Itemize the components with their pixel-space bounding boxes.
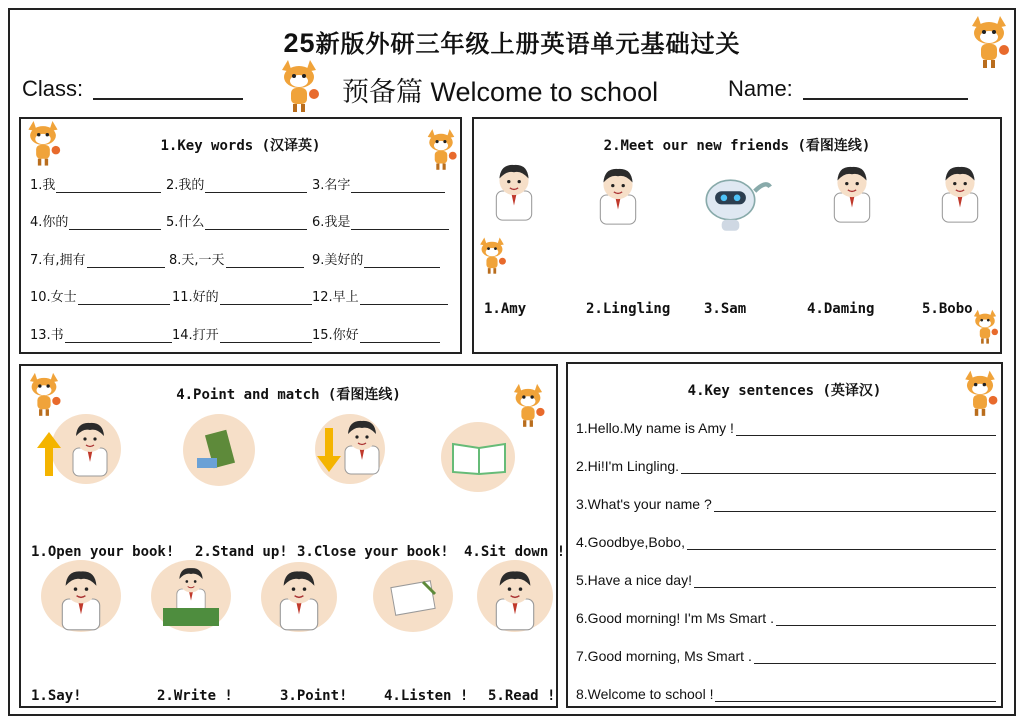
sentence-row — [576, 686, 996, 702]
action-label-stand-up[interactable]: 2.Stand up! — [195, 544, 288, 560]
verb-label-point[interactable]: 3.Point! — [280, 688, 348, 704]
friend-label-lingling[interactable]: 2.Lingling — [586, 301, 671, 317]
friend-label-daming[interactable]: 4.Daming — [807, 301, 875, 317]
listen-picture[interactable] — [369, 560, 459, 636]
meet-friends-section — [472, 117, 1002, 354]
action-label-close-book[interactable]: 3.Close your book! — [297, 544, 449, 560]
word-prompt: 1.我 — [30, 178, 56, 193]
sentence-text: 8.Welcome to school ! — [576, 686, 714, 702]
action-label-sit-down[interactable]: 4.Sit down ! — [464, 544, 566, 560]
sentence-text: 7.Good morning, Ms Smart . — [576, 648, 752, 664]
answer-blank[interactable] — [87, 254, 165, 268]
answer-blank[interactable] — [360, 329, 440, 343]
sentence-row — [576, 496, 996, 512]
header-row — [10, 74, 1014, 110]
unit-subtitle: 预备篇 Welcome to school — [342, 77, 659, 107]
key-words-row — [30, 324, 452, 343]
sentence-row — [576, 648, 996, 664]
key-sentences-title: 4.Key sentences (英译汉) — [687, 383, 882, 399]
say-picture[interactable] — [35, 560, 127, 636]
translation-blank[interactable] — [694, 574, 996, 588]
word-prompt: 2.我的 — [166, 178, 205, 193]
sentence-row — [576, 572, 996, 588]
key-words-row — [30, 211, 452, 230]
title-number: 25 — [283, 28, 316, 58]
answer-blank[interactable] — [78, 291, 170, 305]
answer-blank[interactable] — [205, 179, 307, 193]
fox-mascot-icon — [966, 16, 1012, 72]
key-words-row — [30, 249, 452, 268]
friend-label-sam[interactable]: 3.Sam — [704, 301, 747, 317]
friend-label-bobo[interactable]: 5.Bobo — [922, 301, 973, 317]
open-book-picture[interactable] — [441, 422, 519, 494]
verb-label-write[interactable]: 2.Write ! — [157, 688, 233, 704]
translation-blank[interactable] — [714, 498, 996, 512]
key-sentences-section — [566, 362, 1003, 708]
translation-blank[interactable] — [776, 612, 996, 626]
answer-blank[interactable] — [65, 329, 172, 343]
word-prompt: 5.什么 — [166, 215, 205, 230]
write-picture[interactable] — [145, 560, 237, 636]
translation-blank[interactable] — [687, 536, 996, 550]
answer-blank[interactable] — [220, 329, 312, 343]
key-words-title: 1.Key words (汉译英) — [160, 138, 321, 154]
sit-down-picture[interactable] — [307, 414, 391, 484]
name-label: Name: — [728, 76, 793, 101]
class-field[interactable] — [22, 76, 243, 102]
key-words-section — [19, 117, 462, 354]
red-hair-boy-picture[interactable] — [826, 161, 878, 225]
verb-label-say[interactable]: 1.Say! — [31, 688, 82, 704]
sentence-text: 6.Good morning! I'm Ms Smart . — [576, 610, 774, 626]
friend-label-amy[interactable]: 1.Amy — [484, 301, 527, 317]
class-label: Class: — [22, 76, 84, 101]
point-match-title: 4.Point and match (看图连线) — [176, 387, 401, 403]
word-prompt: 14.打开 — [172, 328, 219, 343]
answer-blank[interactable] — [56, 179, 161, 193]
translation-blank[interactable] — [736, 422, 996, 436]
point-picture[interactable] — [257, 562, 343, 636]
key-words-row — [30, 174, 452, 193]
word-prompt: 13.书 — [30, 328, 64, 343]
translation-blank[interactable] — [754, 650, 996, 664]
stand-up-picture[interactable] — [37, 414, 123, 484]
fox-mascot-icon — [970, 309, 1000, 347]
robot-picture[interactable] — [696, 167, 776, 233]
page-title — [10, 24, 1014, 59]
sentence-row — [576, 610, 996, 626]
sentence-text: 5.Have a nice day! — [576, 572, 692, 588]
verb-label-listen[interactable]: 4.Listen ! — [384, 688, 469, 704]
sentence-row — [576, 458, 996, 474]
word-prompt: 9.美好的 — [312, 253, 364, 268]
close-book-picture[interactable] — [183, 414, 257, 488]
sentence-text: 4.Goodbye,Bobo, — [576, 534, 685, 550]
answer-blank[interactable] — [226, 254, 304, 268]
word-prompt: 11.好的 — [172, 290, 219, 305]
sentence-row — [576, 534, 996, 550]
action-label-open-book[interactable]: 1.Open your book! — [31, 544, 175, 560]
sentence-row — [576, 420, 996, 436]
word-prompt: 6.我是 — [312, 215, 351, 230]
name-field[interactable] — [728, 76, 968, 102]
read-picture[interactable] — [473, 560, 559, 636]
sentence-text: 2.Hi!I'm Lingling. — [576, 458, 680, 474]
verb-label-read[interactable]: 5.Read ! — [488, 688, 556, 704]
word-prompt: 12.早上 — [312, 290, 359, 305]
answer-blank[interactable] — [220, 291, 312, 305]
girl-amy-picture[interactable] — [488, 159, 540, 223]
translation-blank[interactable] — [681, 460, 996, 474]
point-match-section — [19, 364, 566, 708]
fox-mascot-icon — [276, 60, 322, 116]
fox-mascot-icon — [476, 237, 508, 277]
sentence-text: 1.Hello.My name is Amy ! — [576, 420, 734, 436]
answer-blank[interactable] — [360, 291, 448, 305]
answer-blank[interactable] — [205, 216, 307, 230]
title-text: 新版外研三年级上册英语单元基础过关 — [315, 30, 741, 58]
word-prompt: 7.有,拥有 — [30, 253, 86, 268]
answer-blank[interactable] — [351, 179, 445, 193]
word-prompt: 8.天,一天 — [169, 253, 225, 268]
answer-blank[interactable] — [351, 216, 449, 230]
translation-blank[interactable] — [715, 688, 996, 702]
sentence-text: 3.What's your name ? — [576, 496, 712, 512]
answer-blank[interactable] — [364, 254, 440, 268]
word-prompt: 3.名字 — [312, 178, 351, 193]
word-prompt: 15.你好 — [312, 328, 359, 343]
boy-picture[interactable] — [592, 163, 644, 227]
meet-friends-title: 2.Meet our new friends (看图连线) — [603, 138, 871, 154]
name-blank[interactable] — [803, 98, 968, 100]
class-blank[interactable] — [93, 98, 243, 100]
word-prompt: 4.你的 — [30, 215, 69, 230]
word-prompt: 10.女士 — [30, 290, 77, 305]
key-words-row — [30, 286, 452, 305]
blonde-girl-picture[interactable] — [934, 161, 986, 225]
worksheet — [8, 8, 1016, 716]
answer-blank[interactable] — [69, 216, 161, 230]
